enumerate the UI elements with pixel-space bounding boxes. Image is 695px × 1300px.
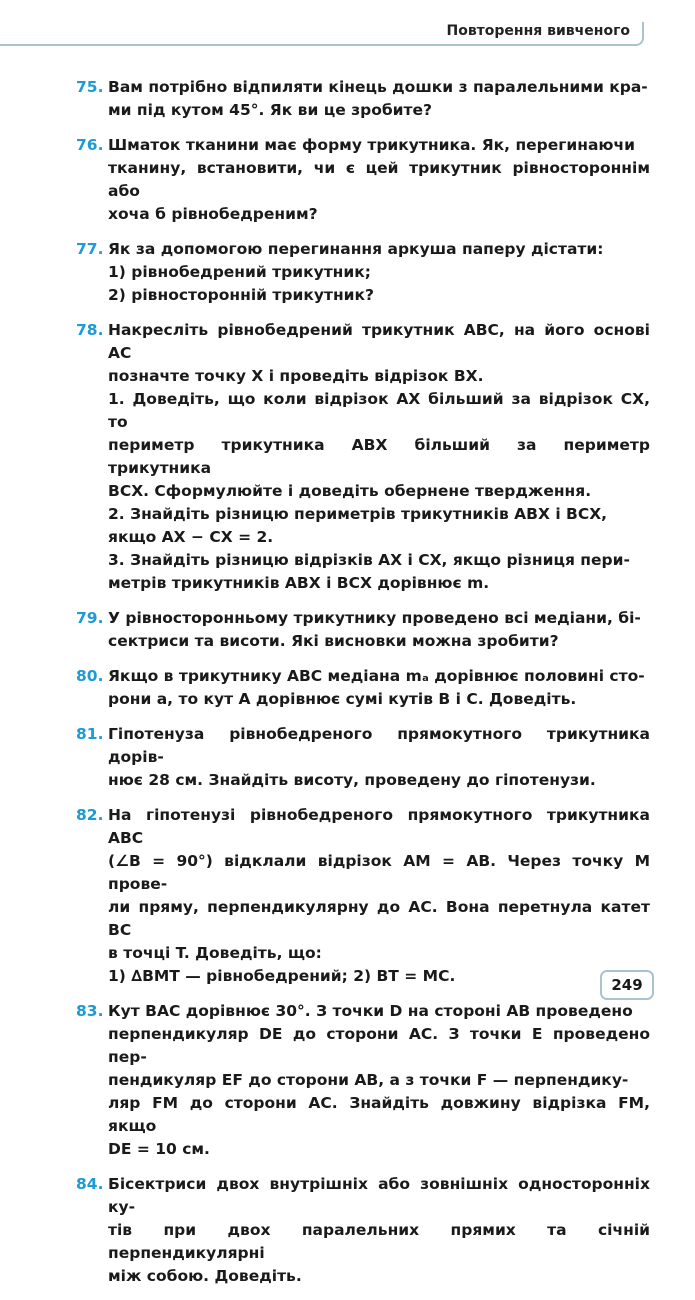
problem-number: 83.	[76, 1002, 104, 1020]
problem-text-line: У рівносторонньому трикутнику проведено всі медіани, бі-	[108, 609, 641, 627]
problem-text-line: пендикуляр EF до сторони AB, а з точки F — перпендику-	[108, 1071, 629, 1089]
problem-text-line: 2) рівносторонній трикутник?	[108, 286, 375, 304]
problem-number: 84.	[76, 1175, 104, 1193]
problem-text-line: метрів трикутників ABX і BCX дорівнює m.	[108, 574, 490, 592]
problem-item	[60, 665, 650, 711]
problem-text-line: Шматок тканини має форму трикутника. Як, перегинаючи	[108, 136, 635, 154]
problem-text-line: в точці T. Доведіть, що:	[108, 944, 322, 962]
problem-text-line: рони a, то кут A дорівнює сумі кутів B і C. Доведіть.	[108, 690, 577, 708]
problem-text-line: BCX. Сформулюйте і доведіть обернене твердження.	[108, 482, 592, 500]
problem-text-line: На гіпотенузі рівнобедреного прямокутного трикутника ABC	[108, 806, 650, 847]
problem-text-line: (∠B = 90°) відклали відрізок AM = AB. Через точку M прове-	[108, 852, 650, 893]
problem-item	[60, 1173, 650, 1288]
problem-number: 81.	[76, 725, 104, 743]
problem-text-line: якщо AX − CX = 2.	[108, 528, 274, 546]
problem-text-line: хоча б рівнобедреним?	[108, 205, 318, 223]
page-number: 249	[611, 976, 643, 994]
problem-text-line: ляр FM до сторони AC. Знайдіть довжину відрізка FM, якщо	[108, 1094, 650, 1135]
problem-text-line: нює 28 см. Знайдіть висоту, проведену до гіпотенузи.	[108, 771, 596, 789]
page-header	[0, 22, 644, 46]
problem-number: 77.	[76, 240, 104, 258]
problem-number: 79.	[76, 609, 104, 627]
problem-item	[60, 723, 650, 792]
page-number-box	[600, 970, 654, 1000]
problem-item	[60, 1000, 650, 1161]
problem-text-line: 2. Знайдіть різницю периметрів трикутників ABX і BCX,	[108, 505, 608, 523]
problem-text-line: Якщо в трикутнику ABC медіана mₐ дорівнює половині сто-	[108, 667, 645, 685]
problem-text-line: 3. Знайдіть різницю відрізків AX і CX, якщо різниця пери-	[108, 551, 630, 569]
problem-item	[60, 804, 650, 988]
problem-text-line: периметр трикутника ABX більший за периметр трикутника	[108, 436, 650, 477]
problem-text-line: Вам потрібно відпиляти кінець дошки з паралельними кра-	[108, 78, 648, 96]
problem-text-line: ми під кутом 45°. Як ви це зробите?	[108, 101, 433, 119]
problem-item	[60, 76, 650, 122]
problem-text-line: ли пряму, перпендикулярну до AC. Вона перетнула катет BC	[108, 898, 650, 939]
problem-number: 78.	[76, 321, 104, 339]
problem-item	[60, 607, 650, 653]
section-title: Повторення вивченого	[446, 23, 630, 39]
problem-item	[60, 134, 650, 226]
problem-text-line: Бісектриси двох внутрішніх або зовнішніх односторонніх ку-	[108, 1175, 650, 1216]
problem-text-line: сектриси та висоти. Які висновки можна зробити?	[108, 632, 559, 650]
problem-text-line: 1) ∆BMT — рівнобедрений; 2) BT = MC.	[108, 967, 456, 985]
problem-text-line: тів при двох паралельних прямих та січній перпендикулярні	[108, 1221, 650, 1262]
problem-item	[60, 238, 650, 307]
problem-number: 75.	[76, 78, 104, 96]
problem-text-line: перпендикуляр DE до сторони AC. З точки E проведено пер-	[108, 1025, 650, 1066]
problem-number: 82.	[76, 806, 104, 824]
problem-list	[60, 76, 650, 1300]
problem-text-line: між собою. Доведіть.	[108, 1267, 302, 1285]
problem-text-line: 1) рівнобедрений трикутник;	[108, 263, 371, 281]
problem-text-line: Як за допомогою перегинання аркуша паперу дістати:	[108, 240, 604, 258]
problem-text-line: Гіпотенуза рівнобедреного прямокутного трикутника дорів-	[108, 725, 650, 766]
problem-text-line: Накресліть рівнобедрений трикутник ABC, на його основі AC	[108, 321, 650, 362]
problem-number: 76.	[76, 136, 104, 154]
problem-number: 80.	[76, 667, 104, 685]
problem-text-line: Кут BAC дорівнює 30°. З точки D на стороні AB проведено	[108, 1002, 633, 1020]
problem-text-line: DE = 10 см.	[108, 1140, 210, 1158]
problem-item	[60, 319, 650, 595]
problem-text-line: 1. Доведіть, що коли відрізок AX більший за відрізок CX, то	[108, 390, 650, 431]
problem-text-line: тканину, встановити, чи є цей трикутник рівностороннім або	[108, 159, 650, 200]
problem-text-line: позначте точку X і проведіть відрізок BX.	[108, 367, 484, 385]
